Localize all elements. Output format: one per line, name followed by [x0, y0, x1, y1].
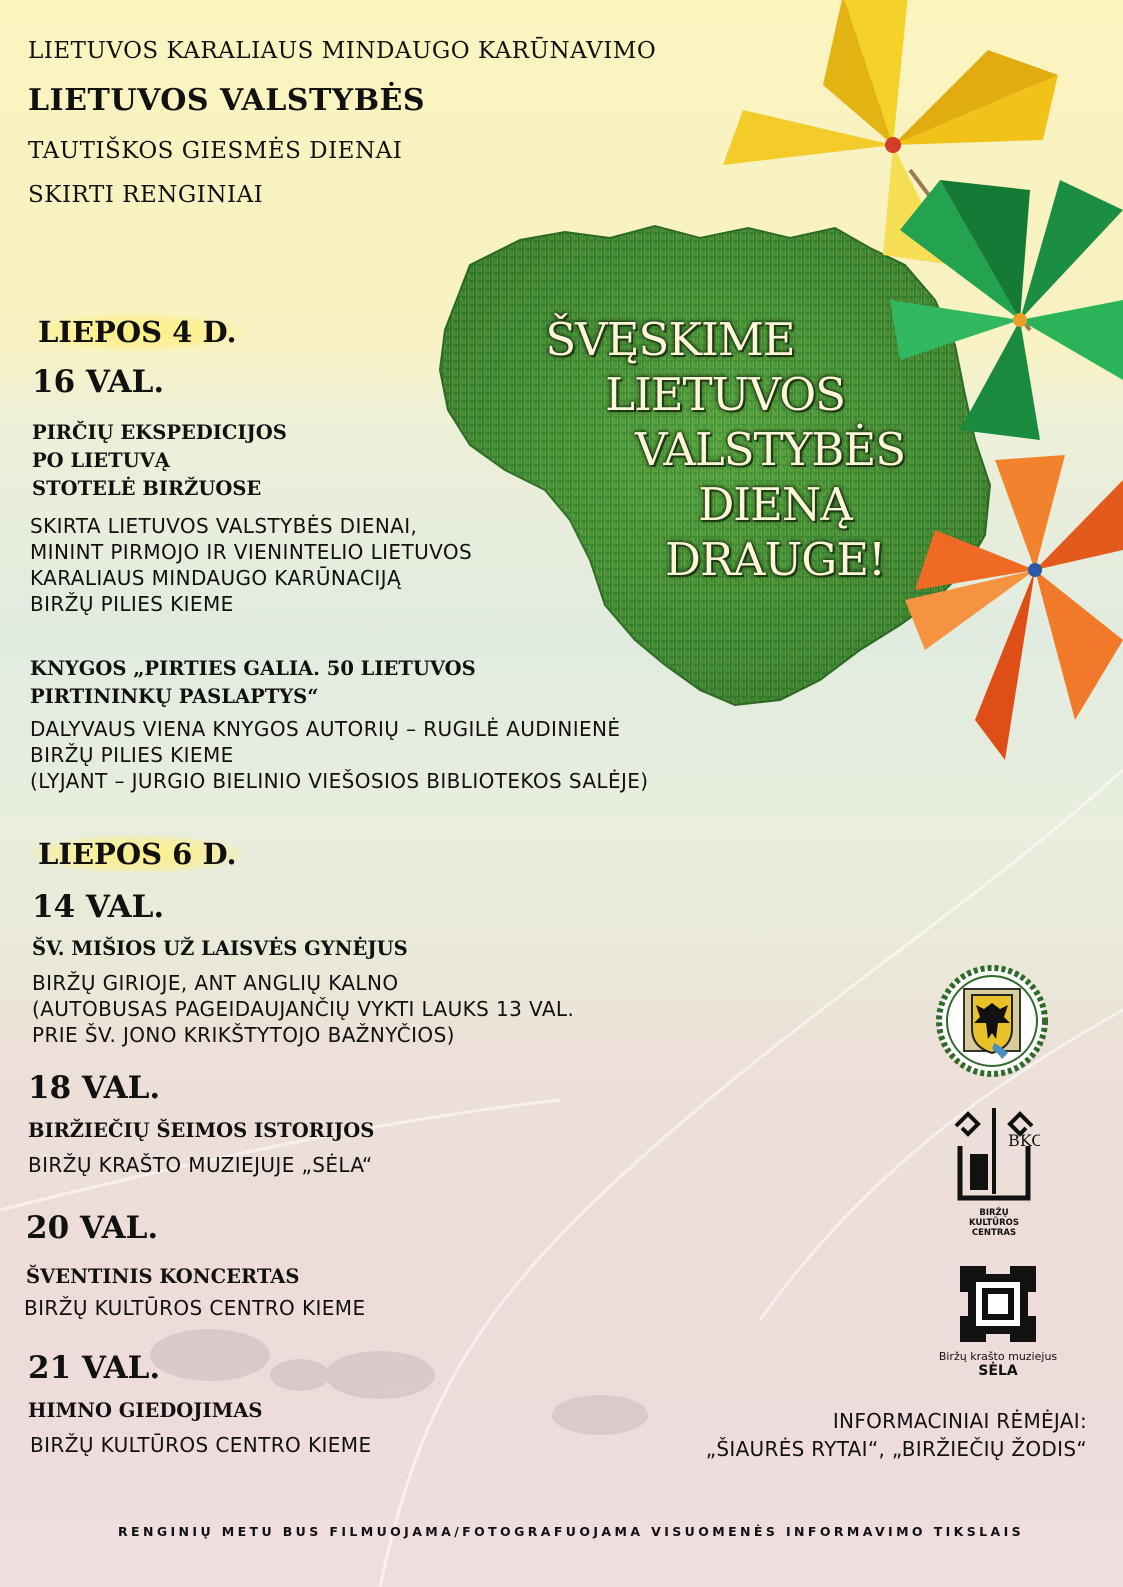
slot-details — [28, 1152, 373, 1178]
museum-caption-line2: SĖLA — [978, 1363, 1018, 1379]
event-title-line: PIRTININKŲ PASLAPTYS“ — [30, 685, 319, 708]
event-detail-line: BIRŽŲ KULTŪROS CENTRO KIEME — [24, 1296, 366, 1320]
event-detail-line: BIRŽŲ GIRIOJE, ANT ANGLIŲ KALNO — [32, 971, 399, 995]
kc-logo — [948, 1106, 1040, 1238]
slot-details — [32, 970, 574, 1048]
event-detail-line: BIRŽŲ KULTŪROS CENTRO KIEME — [30, 1433, 372, 1457]
sponsors-label: INFORMACINIAI RĖMĖJAI: — [832, 1409, 1087, 1433]
slogan-line: ŠVĘSKIME — [545, 313, 795, 366]
header-line4: SKIRTI RENGINIAI — [28, 182, 264, 208]
event-detail-line: (LYJANT – JURGIO BIELINIO VIEŠOSIOS BIBLIOTEKOS SALĖJE) — [30, 769, 649, 793]
kc-caption — [948, 1208, 1040, 1238]
slot-title: ŠV. MIŠIOS UŽ LAISVĖS GYNĖJUS — [32, 937, 408, 960]
kc-monogram: BKC — [1008, 1131, 1040, 1150]
event-detail-line: (AUTOBUSAS PAGEIDAUJANČIŲ VYKTI LAUKS 13 VAL. — [32, 997, 575, 1021]
museum-logo — [928, 1262, 1068, 1379]
slogan-line: VALSTYBĖS — [634, 423, 906, 476]
kc-caption-line: CENTRAS — [971, 1228, 1017, 1238]
sponsors-names: „ŠIAURĖS RYTAI“, „BIRŽIEČIŲ ŽODIS“ — [705, 1437, 1087, 1461]
event-title-line: STOTELĖ BIRŽUOSE — [32, 477, 262, 500]
event-detail-line: DALYVAUS VIENA KNYGOS AUTORIŲ – RUGILĖ AUDINIENĖ — [30, 717, 621, 741]
event-detail-line: BIRŽŲ KRAŠTO MUZIEJUJE „SĖLA“ — [28, 1153, 373, 1177]
museum-caption-line1: Biržų krašto muziejus — [938, 1350, 1058, 1363]
header-line3: TAUTIŠKOS GIESMĖS DIENAI — [28, 138, 403, 164]
day1-date: LIEPOS 4 D. — [30, 313, 245, 351]
event-detail-line: BIRŽŲ PILIES KIEME — [30, 743, 234, 767]
slot-time: 14 VAL. — [32, 889, 165, 925]
birzai-coat-of-arms-icon — [936, 963, 1048, 1081]
day1-event1-details — [30, 513, 472, 617]
slot-title: BIRŽIEČIŲ ŠEIMOS ISTORIJOS — [28, 1119, 375, 1142]
event-detail-line: KARALIAUS MINDAUGO KARŪNACIJĄ — [30, 566, 402, 590]
slot-details — [30, 1432, 371, 1458]
event-title-line: PIRČIŲ EKSPEDICIJOS — [32, 421, 287, 444]
slot-title: HIMNO GIEDOJIMAS — [28, 1399, 263, 1422]
kc-caption-line: KULTŪROS — [969, 1218, 1019, 1228]
day1-time: 16 VAL. — [32, 364, 165, 400]
header-line1: LIETUVOS KARALIAUS MINDAUGO KARŪNAVIMO — [28, 38, 657, 64]
slogan-line: DIENĄ — [698, 478, 852, 531]
event-title-line: PO LIETUVĄ — [32, 449, 170, 472]
event-detail-line: MININT PIRMOJO IR VIENINTELIO LIETUVOS — [30, 540, 473, 564]
fortress-icon — [956, 1262, 1040, 1346]
event-detail-line: BIRŽŲ PILIES KIEME — [30, 592, 234, 616]
slogan-line: LIETUVOS — [605, 368, 845, 421]
slot-time: 21 VAL. — [28, 1350, 161, 1386]
event-detail-line: PRIE ŠV. JONO KRIKŠTYTOJO BAŽNYČIOS) — [32, 1023, 455, 1047]
day1-event2-details — [30, 716, 649, 794]
slogan — [490, 312, 950, 587]
slot-time: 18 VAL. — [28, 1070, 161, 1106]
kc-logo-mark-icon — [948, 1106, 1040, 1204]
sponsors — [706, 1407, 1087, 1463]
event-title-line: KNYGOS „PIRTIES GALIA. 50 LIETUVOS — [30, 657, 476, 680]
header-line2: LIETUVOS VALSTYBĖS — [28, 83, 426, 118]
slot-time: 20 VAL. — [26, 1210, 159, 1246]
day1-event2-title — [30, 655, 476, 711]
day2-date: LIEPOS 6 D. — [30, 835, 245, 873]
kc-caption-line: BIRŽŲ — [979, 1208, 1009, 1218]
day1-event1-title — [32, 419, 287, 503]
event-detail-line: SKIRTA LIETUVOS VALSTYBĖS DIENAI, — [30, 514, 418, 538]
slogan-line: DRAUGE! — [664, 533, 886, 586]
slot-details — [24, 1295, 365, 1321]
slot-title: ŠVENTINIS KONCERTAS — [26, 1265, 300, 1288]
footer-notice: RENGINIŲ METU BUS FILMUOJAMA/FOTOGRAFUOJAMA VISUOMENĖS INFORMAVIMO TIKSLAIS — [118, 1524, 1025, 1539]
